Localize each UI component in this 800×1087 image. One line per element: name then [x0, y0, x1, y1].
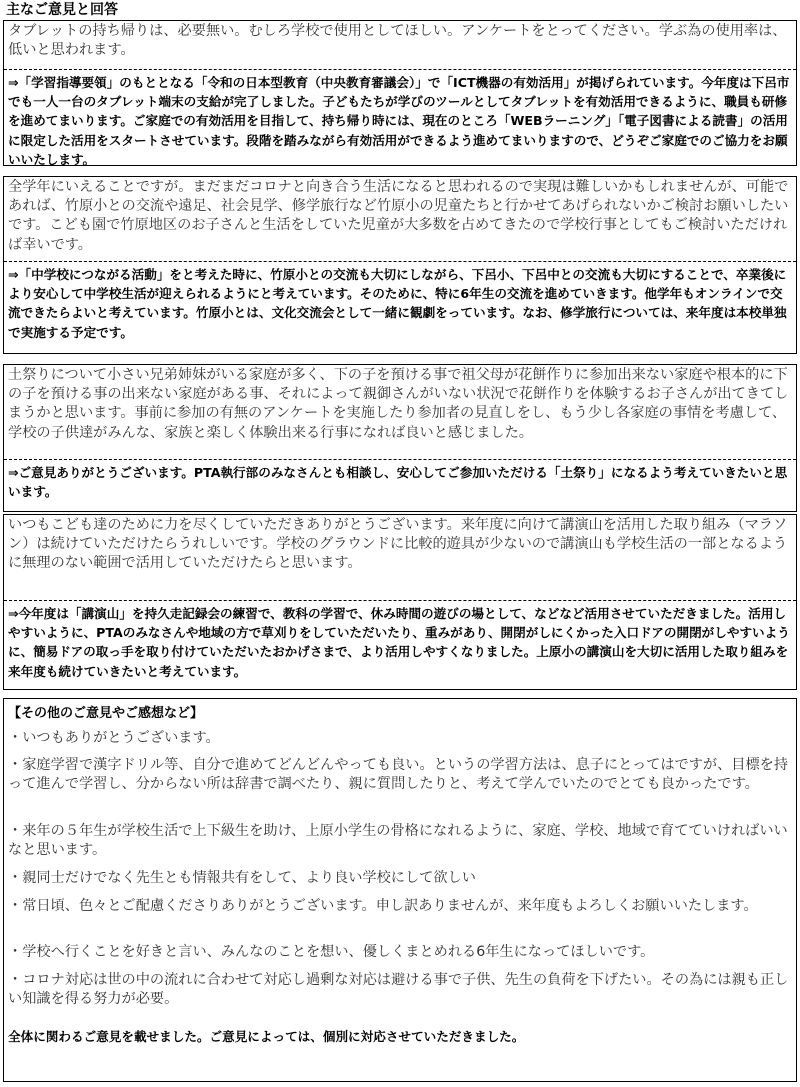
page-title: 主なご意見と回答 — [6, 2, 118, 18]
answer-text: ⇒「学習指導要領」のもととなる「令和の日本型教育（中央教育審議会）」で「ICT機器の有効活用」が掲げられています。今年度は下呂市でも一人一台のタブレット端末の支給が完了しました。子どもたちが学びのツールとしてタブレットを有効活用できるように、職員も研修を進めてまいります。ご家庭での有効活用を目指して、持ち帰り時には、現在のところ「WEBラーニング」「電子図書による読書」の活用に限定した活用をスタートさせています。段階を踏みながら有効活用ができるよう進めてまいりますので、どうぞご家庭でのご協力をお願いいたします。 — [8, 75, 790, 167]
opinion-text: いつもこども達のために力を尽くしていただきありがとうございます。来年度に向けて講演山を活用した取り組み（マラソン）は続けていただけたらうれしいです。学校のグラウンドに比較的遊具が少ないので講演山も学校生活の一部となるように無理のない範囲で活用していただけたらと思います。 — [4, 515, 796, 601]
opinion-text: タブレットの持ち帰りは、必要無い。むしろ学校で使用としてほしい。アンケートをとってください。学ぶ為の使用率は、低いと思われます。 — [4, 21, 796, 70]
qa-block-3 — [3, 364, 797, 512]
list-item: ・いつもありがとうございます。 — [8, 730, 220, 746]
list-item: ・常日頃、色々とご配慮くださりありがとうございます。申し訳ありませんが、来年度もよろしくお願いいたします。 — [8, 898, 758, 914]
qa-block-4 — [3, 514, 797, 690]
answer-text: ⇒今年度は「講演山」を持久走記録会の練習で、教科の学習で、休み時間の遊びの場として、などなど活用させていただきました。活用しやすいように、PTAのみなさんや地域の方で草刈りをしていただいたり、重みがあり、開閉がしにくかった入口ドアの開閉がしやすいように、簡易ドアの取っ手を取り付けていただいたおかげさまで、より活用しやすくなりました。上原小の講演山を大切に活用した取り組みを来年度も続けていきたいと考えています。 — [8, 606, 790, 679]
list-item: ・学校へ行くことを好きと言い、みんなのことを想い、優しくまとめれる6年生になってほしいです。 — [8, 944, 655, 960]
list-item: ・家庭学習で漢字ドリル等、自分で進めてどんどんやっても良い。というの学習方法は、息子にとってはですが、目標を持って進んで学習し、分からない所は辞書で調べたり、親に質問したりと、考えて学んでいたのでとても良かったです。 — [8, 757, 789, 793]
list-item: ・来年の５年生が学校生活で上下級生を助け、上原小学生の骨格になれるように、家庭、学校、地域で育てていければいいなと思います。 — [8, 823, 788, 859]
qa-block-2 — [3, 176, 797, 354]
other-opinions-block — [3, 698, 797, 1082]
other-opinions-heading: 【その他のご意見やご感想など】 — [8, 706, 204, 721]
closing-note: 全体に関わるご意見を載せました。ご意見によっては、個別に対応させていただきました。 — [8, 1029, 525, 1044]
list-item: ・親同士だけでなく先生とも情報共有をして、より良い学校にして欲しい — [8, 870, 476, 886]
opinion-text: 全学年にいえることですが。まだまだコロナと向き合う生活になると思われるので実現は難しいかもしれませんが、可能であれば、竹原小との交流や遠足、社会見学、修学旅行など竹原小の児童たちと行かせてあげられないかご検討お願いしたいです。こども園で竹原地区のお子さんと生活をしていた児童が大多数を占めてきたので学校行事としてもご検討いただければ幸いです。 — [4, 177, 796, 262]
answer-text: ⇒ご意見ありがとうございます。PTA執行部のみなさんとも相談し、安心してご参加いただける「土祭り」になるよう考えていきたいと思います。 — [8, 465, 788, 500]
opinion-text: 土祭りについて小さい兄弟姉妹がいる家庭が多く、下の子を預ける事で祖父母が花餅作りに参加出来ない家庭や根本的に下の子を預ける事の出来ない家庭がある事、それによって親御さんがいない状況で花餅作りを体験するお子さんが出てきてしまうかと思います。事前に参加の有無のアンケートを実施したり参加者の見直しをし、もう少し各家庭の事情を考慮して、学校の子供達がみんな、家族と楽しく体験出来る行事になれば良いと感じました。 — [4, 365, 796, 460]
list-item: ・コロナ対応は世の中の流れに合わせて対応し過剰な対応は避ける事で子供、先生の負荷を下げたい。その為には親も正しい知識を得る努力が必要。 — [8, 972, 789, 1008]
answer-text: ⇒「中学校につながる活動」をと考えた時に、竹原小との交流も大切にしながら、下呂小、下呂中との交流も大切にすることで、卒業後により安心して中学校生活が迎えられるようにと考えています。そのために、特に6年生の交流を進めていきます。他学年もオンラインで交流できたらよいと考えています。竹原小とは、文化交流会として一緒に観劇をっています。なお、修学旅行については、来年度は本校単独で実施する予定です。 — [8, 267, 787, 340]
qa-block-1 — [3, 20, 797, 166]
